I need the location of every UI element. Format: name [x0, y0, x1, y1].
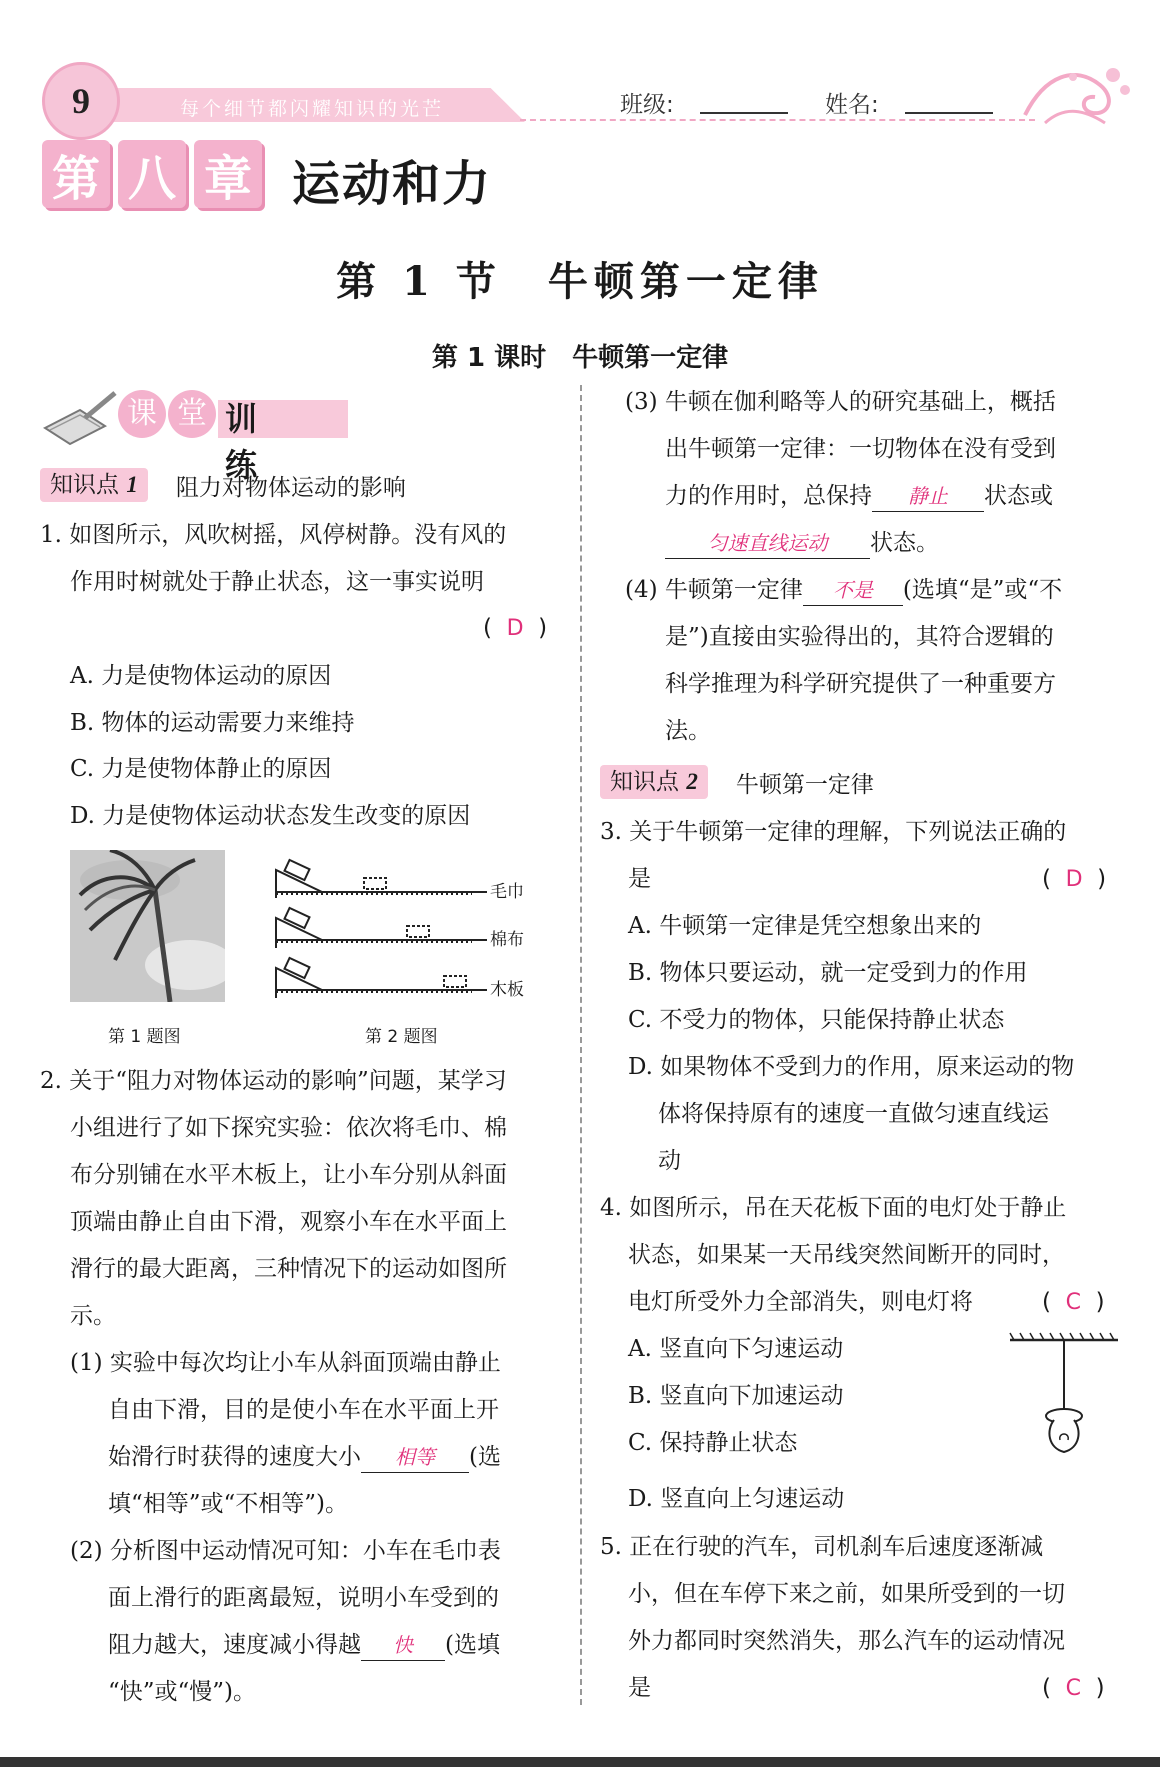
q2-p2-line1: (2) 分析图中运动情况可知：小车在毛巾表: [70, 1538, 501, 1564]
kp2-label: 知识点: [610, 769, 679, 795]
kp1-tag: [40, 468, 148, 502]
hanging-lamp-icon: [1008, 1330, 1120, 1465]
header-slogan: 每个细节都闪耀知识的光芒: [180, 98, 445, 120]
q2-p1-line2: 自由下滑，目的是使小车在水平面上开: [108, 1397, 499, 1423]
floral-ornament-icon: [1015, 55, 1135, 130]
q2-p4-line1-text: (4) 牛顿第一定律: [625, 577, 803, 603]
lesson-title: 第 1 课时 牛顿第一定律: [431, 343, 729, 373]
name-field[interactable]: [905, 112, 993, 114]
chapter-tile-1: 第: [42, 140, 110, 208]
kp2-tag: [600, 765, 708, 799]
q2-p1-line1: (1) 实验中每次均让小车从斜面顶端由静止: [70, 1350, 501, 1376]
q2-p4-line4: 法。: [665, 718, 711, 744]
q5-line4: 是: [628, 1675, 651, 1701]
q2-p3-line3-text: 力的作用时，总保持: [665, 483, 872, 509]
ramp-experiment-diagram: [272, 850, 497, 1010]
q2-p2-line3-text: 阻力越大，速度减小得越: [108, 1632, 361, 1658]
q5-answer-bracket: ( C ): [1042, 1675, 1105, 1701]
q2-p3-line4: [665, 520, 939, 567]
kp1-label: 知识点: [50, 472, 119, 498]
q2-line3: 布分别铺在水平木板上，让小车分别从斜面: [70, 1162, 507, 1188]
q2-p1-line4: 填“相等”或“不相等”)。: [108, 1491, 349, 1517]
windy-tree-photo: [70, 850, 225, 1002]
chapter-tile-2: 八: [118, 140, 186, 208]
q4-answer: C: [1065, 1290, 1081, 1315]
q2-p3-line3: [665, 473, 1053, 520]
knowledge-point-1: [40, 468, 406, 502]
bottom-edge-bar: [0, 1757, 1160, 1767]
q3-line2: 是: [628, 866, 651, 892]
q2-p4-line1: [625, 567, 1062, 614]
classroom-char-1: 课: [118, 390, 166, 438]
q5-line3: 外力都同时突然消失，那么汽车的运动情况: [628, 1628, 1065, 1654]
q5-answer: C: [1065, 1676, 1081, 1701]
q4-line2: 状态，如果某一天吊线突然间断开的同时，: [628, 1242, 1065, 1268]
q2-p3-line2: 出牛顿第一定律：一切物体在没有受到: [665, 436, 1056, 462]
knowledge-point-2: [600, 765, 874, 799]
classroom-suffix: 训练: [225, 400, 258, 484]
fig2-caption: 第 2 题图: [365, 1027, 438, 1047]
q2-p2-answer[interactable]: 快: [361, 1630, 445, 1661]
q4-option-b: B. 竖直向下加速运动: [628, 1383, 844, 1409]
kp2-number: 2: [686, 769, 698, 794]
q2-p1-line3: [108, 1434, 501, 1481]
q4-answer-bracket: ( C ): [1042, 1289, 1105, 1315]
q4-line1: 4. 如图所示，吊在天花板下面的电灯处于静止: [600, 1195, 1067, 1221]
q2-p1-answer[interactable]: 相等: [361, 1442, 469, 1473]
q3-option-d: D. 如果物体不受到力的作用，原来运动的物: [628, 1054, 1075, 1080]
q4-option-d: D. 竖直向上匀速运动: [628, 1486, 845, 1512]
q2-p2-line2: 面上滑行的距离最短，说明小车受到的: [108, 1585, 499, 1611]
q2-p2-line3-tail: (选填: [445, 1632, 500, 1658]
q2-p2-line4: “快”或“慢”)。: [108, 1679, 257, 1705]
q2-p2-line3: [108, 1622, 500, 1669]
page-number: 9: [42, 62, 120, 140]
q1-line1: 1. 如图所示，风吹树摇，风停树静。没有风的: [40, 522, 507, 548]
notebook-pen-icon: [40, 388, 120, 448]
q1-line2: 作用时树就处于静止状态，这一事实说明: [70, 569, 484, 595]
q4-option-c: C. 保持静止状态: [628, 1430, 798, 1456]
kp1-title: 阻力对物体运动的影响: [175, 474, 406, 501]
q2-p4-line2: 是”)直接由实验得出的，其符合逻辑的: [665, 624, 1054, 650]
q1-option-d: D. 力是使物体运动状态发生改变的原因: [70, 803, 471, 829]
q3-option-a: A. 牛顿第一定律是凭空想象出来的: [628, 913, 982, 939]
chapter-title: 运动和力: [292, 156, 493, 212]
q4-option-a: A. 竖直向下匀速运动: [628, 1336, 844, 1362]
q2-p3-line4-tail: 状态。: [870, 530, 939, 556]
q2-p1-line3-tail: (选: [469, 1444, 501, 1470]
q1-option-b: B. 物体的运动需要力来维持: [70, 710, 355, 736]
surface-label-towel: 毛巾: [490, 882, 524, 902]
classroom-char-2: 堂: [168, 390, 216, 438]
kp1-number: 1: [126, 472, 138, 497]
class-label: 班级:: [620, 92, 674, 118]
q2-line4: 顶端由静止自由下滑，观察小车在水平面上: [70, 1209, 507, 1235]
q3-option-d-line2: 体将保持原有的速度一直做匀速直线运: [658, 1101, 1049, 1127]
class-field[interactable]: [700, 112, 788, 114]
q3-option-b: B. 物体只要运动，就一定受到力的作用: [628, 960, 1028, 986]
q2-p1-line3-text: 始滑行时获得的速度大小: [108, 1444, 361, 1470]
q3-answer-bracket: ( D ): [1042, 866, 1107, 892]
surface-label-cotton: 棉布: [490, 930, 524, 950]
q3-option-c: C. 不受力的物体，只能保持静止状态: [628, 1007, 1005, 1033]
column-divider: [580, 385, 582, 1705]
q2-line1: 2. 关于“阻力对物体运动的影响”问题，某学习: [40, 1068, 507, 1094]
q1-answer: D: [506, 616, 524, 641]
q4-line3: 电灯所受外力全部消失，则电灯将: [628, 1289, 973, 1315]
q3-option-d-line3: 动: [658, 1148, 681, 1174]
q2-p3-answer-2[interactable]: 匀速直线运动: [665, 528, 870, 559]
q1-option-a: A. 力是使物体运动的原因: [70, 663, 332, 689]
section-title: 第 1 节 牛顿第一定律: [336, 258, 824, 305]
q2-p3-line3-tail: 状态或: [984, 483, 1053, 509]
q3-answer: D: [1065, 867, 1083, 892]
q3-line1: 3. 关于牛顿第一定律的理解，下列说法正确的: [600, 819, 1067, 845]
fig1-caption: 第 1 题图: [108, 1027, 181, 1047]
q2-line6: 示。: [70, 1303, 116, 1329]
q5-line1: 5. 正在行驶的汽车，司机刹车后速度逐渐减: [600, 1534, 1044, 1560]
q2-p4-line3: 科学推理为科学研究提供了一种重要方: [665, 671, 1056, 697]
q2-p3-answer-1[interactable]: 静止: [872, 481, 984, 512]
name-label: 姓名:: [825, 92, 879, 118]
q2-line2: 小组进行了如下探究实验：依次将毛巾、棉: [70, 1115, 507, 1141]
kp2-title: 牛顿第一定律: [735, 771, 874, 798]
q2-p4-line1-tail: (选填“是”或“不: [902, 577, 1063, 603]
q1-option-c: C. 力是使物体静止的原因: [70, 756, 332, 782]
surface-label-board: 木板: [490, 980, 524, 1000]
q1-answer-bracket: ( D ): [483, 615, 548, 641]
header-dashed-line: [520, 119, 1035, 121]
q2-p4-answer[interactable]: 不是: [803, 575, 903, 606]
q5-line2: 小，但在车停下来之前，如果所受到的一切: [628, 1581, 1065, 1607]
q2-p3-line1: (3) 牛顿在伽利略等人的研究基础上，概括: [625, 389, 1056, 415]
q2-line5: 滑行的最大距离，三种情况下的运动如图所: [70, 1256, 507, 1282]
chapter-tile-3: 章: [194, 140, 262, 208]
